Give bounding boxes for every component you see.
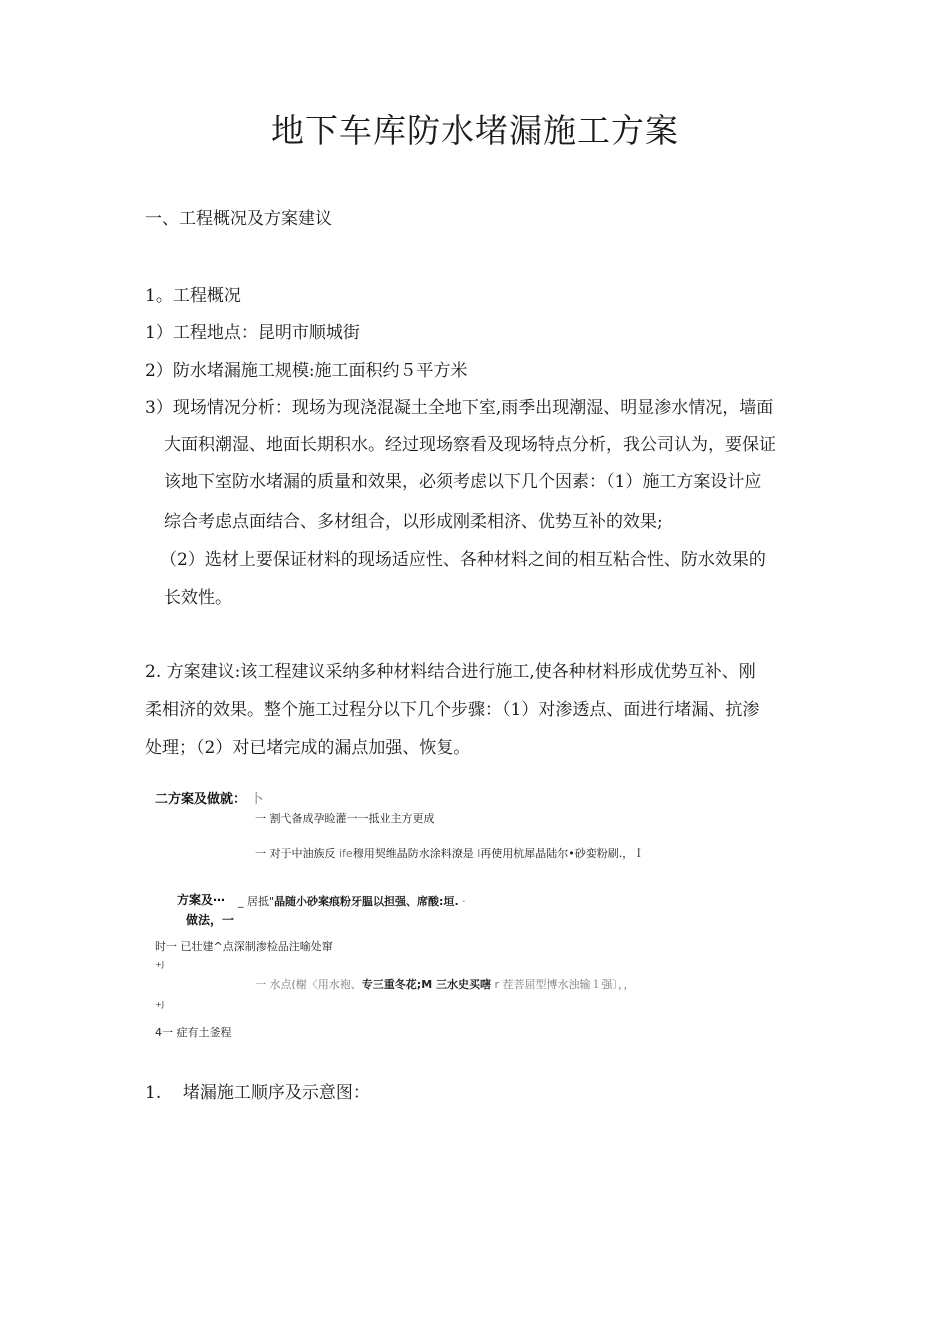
scan-line-2-d: l xyxy=(477,847,481,860)
scan-line-5 xyxy=(255,976,635,992)
scan-line-2-c: 穆用契维晶防水涂料潦是 xyxy=(352,847,474,860)
proposal-line-1: 2. 方案建议:该工程建议采纳多种材料结合进行施工,使各种材料形成优势互补、刚 xyxy=(145,662,756,682)
proposal-line-2: 柔相济的效果。整个施工过程分以下几个步骤：（1）对渗透点、面进行堵漏、抗渗 xyxy=(145,700,760,720)
scan-line-4: 时一 已壮建^点深制渗检品注喻处窜 xyxy=(155,940,333,953)
scan-line-2 xyxy=(255,845,644,861)
scan-line-5-c: r 茬菩屈型博水浊输１强〕，， xyxy=(494,978,635,991)
document-title: 地下车库防水堵漏施工方案 xyxy=(271,111,679,150)
scan-mark-2: +J xyxy=(155,1000,165,1009)
item-analysis-line-3: 该地下室防水堵漏的质量和效果，必须考虑以下几个因素：（1）施工方案设计应 xyxy=(164,472,762,492)
scan-heading xyxy=(155,788,264,807)
scan-line-3-a: _ 居抵" xyxy=(238,895,275,908)
scan-line-3 xyxy=(238,893,466,909)
item-scale: 2）防水堵漏施工规模:施工面积约５平方米 xyxy=(145,361,468,381)
proposal-line-3: 处理；（2）对已堵完成的漏点加强、恢复。 xyxy=(145,738,471,758)
item-analysis-line-4: 综合考虑点面结合、多材组合，以形成刚柔相济、优势互补的效果; xyxy=(164,512,663,532)
scan-line-2-b: ife xyxy=(339,847,353,860)
scan-heading-mark: 卜 xyxy=(250,792,264,807)
scan-line-5-a: 一 水点(榭〈用水袍、 xyxy=(255,978,362,991)
scan-left-label-1: 方案及⋯ xyxy=(177,893,226,907)
item-analysis-line-2: 大面积潮湿、地面长期积水。经过现场察看及现场特点分析，我公司认为，要保证 xyxy=(164,435,776,455)
section-heading-sequence: 1. 堵漏施工顺序及示意图： xyxy=(145,1083,370,1103)
scan-line-5-b: 专三重冬花;M 三水史买嗐 xyxy=(361,978,491,991)
scan-line-3-c: · xyxy=(462,895,466,908)
subheading-project-overview: 1。工程概况 xyxy=(145,286,241,306)
scan-mark-1: +J xyxy=(155,960,165,969)
section-heading-1: 一、工程概况及方案建议 xyxy=(145,209,332,229)
item-location: 1）工程地点：昆明市顺城街 xyxy=(145,323,360,343)
item-analysis-line-6: 长效性。 xyxy=(164,588,232,608)
scan-line-2-e: 再使用杭犀晶陆尔•砂娈粉刷.，Ｉ xyxy=(480,847,645,860)
scan-line-3-b: 晶随小砂案痕粉牙腽以担强、席酸:垣. xyxy=(274,895,459,908)
scan-line-2-a: 一 对于中油族反 xyxy=(255,847,336,860)
scan-left-label-2: 做法，一 xyxy=(186,913,235,927)
item-analysis-line-1: 3）现场情况分析：现场为现浇混凝土全地下室,雨季出现潮湿、明显渗水情况，墙面 xyxy=(145,398,774,418)
scan-line-6: 4一 症有土釜程 xyxy=(155,1026,232,1039)
item-analysis-line-5: （2）选材上要保证材料的现场适应性、各种材料之间的相互粘合性、防水效果的 xyxy=(160,550,766,570)
scan-heading-text: 二方案及做就： xyxy=(155,792,247,807)
scan-line-1: 一 割弋备成孕睑灌一一抵业主方更成 xyxy=(255,812,435,825)
